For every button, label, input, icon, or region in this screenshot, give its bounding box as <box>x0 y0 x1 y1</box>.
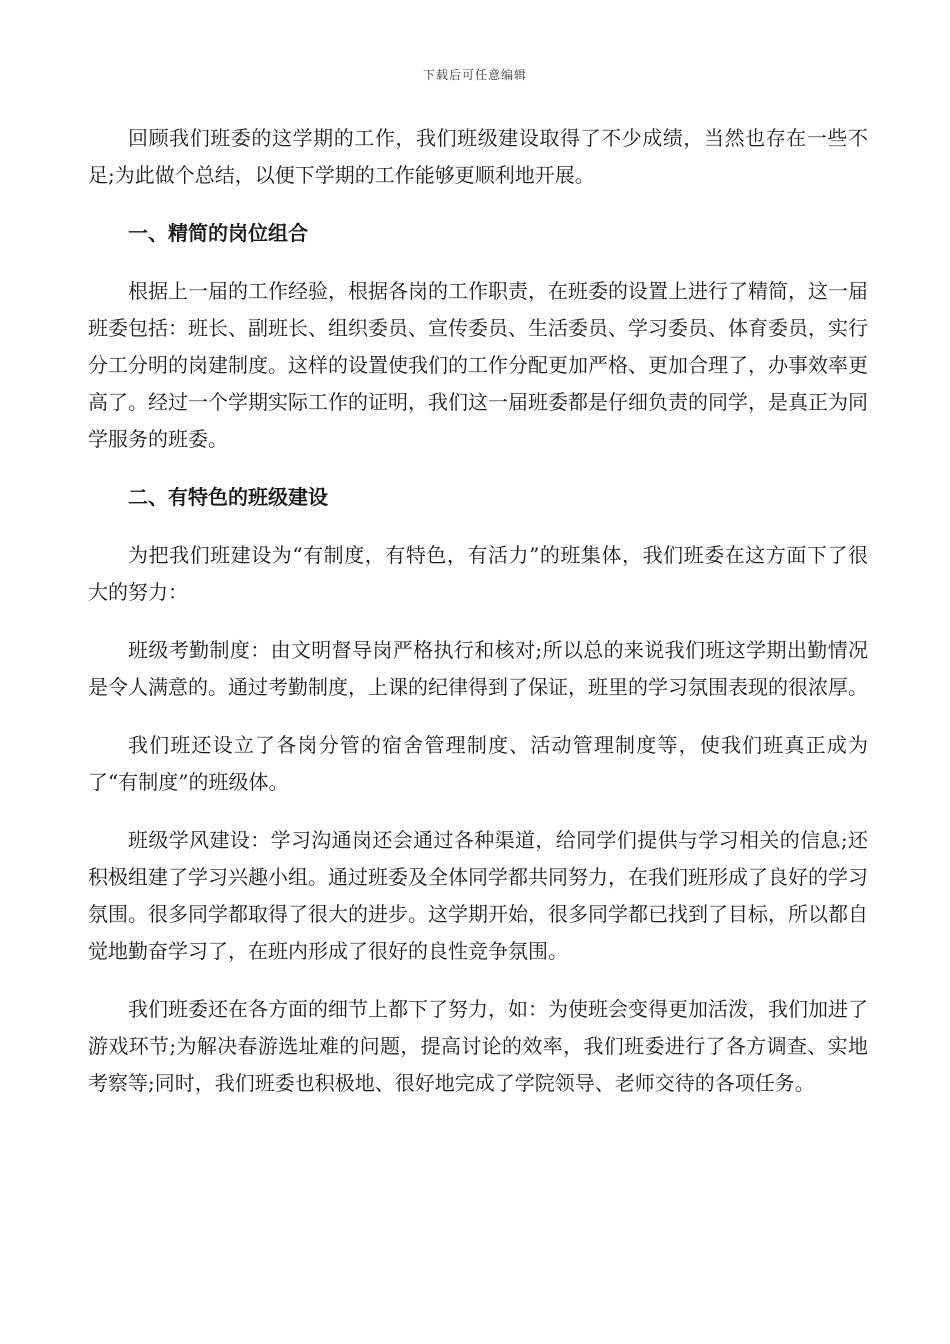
paragraph-details: 我们班委还在各方面的细节上都下了努力，如：为使班会变得更加活泼，我们加进了游戏环节;为解决春游选址难的问题，提高讨论的效率，我们班委进行了各方调查、实地考察等;同时，我们班委也积极地、很好地完成了学院领导、老师交待的各项任务。 <box>88 997 868 1095</box>
header-note: 下载后可任意编辑 <box>422 68 527 82</box>
section-heading-2: 二、有特色的班级建设 <box>128 485 328 509</box>
paragraph-study-style: 班级学风建设：学习沟通岗还会通过各种渠道，给同学们提供与学习相关的信息;还积极组建了学习兴趣小组。通过班委及全体同学都共同努力，在我们班形成了良好的学习氛围。很多同学都取得了很大的进步。这学期开始，很多同学都已找到了目标，所以都自觉地勤奋学习了，在班内形成了很好的良性竞争氛围。 <box>88 828 868 963</box>
paragraph-intro: 回顾我们班委的这学期的工作，我们班级建设取得了不少成绩，当然也存在一些不足;为此做个总结，以便下学期的工作能够更顺利地开展。 <box>88 126 868 187</box>
document-body <box>88 120 868 1123</box>
paragraph-management: 我们班还设立了各岗分管的宿舍管理制度、活动管理制度等，使我们班真正成为了“有制度”的班级体。 <box>88 733 868 794</box>
paragraph-positions: 根据上一届的工作经验，根据各岗的工作职责，在班委的设置上进行了精简，这一届班委包括：班长、副班长、组织委员、宣传委员、生活委员、学习委员、体育委员，实行分工分明的岗建制度。这样的设置使我们的工作分配更加严格、更加合理了，办事效率更高了。经过一个学期实际工作的证明，我们这一届班委都是仔细负责的同学，是真正为同学服务的班委。 <box>88 279 868 451</box>
paragraph-class-building: 为把我们班建设为“有制度，有特色，有活力”的班集体，我们班委在这方面下了很大的努力： <box>88 543 868 604</box>
section-heading-1: 一、精简的岗位组合 <box>128 221 308 245</box>
paragraph-attendance: 班级考勤制度：由文明督导岗严格执行和核对;所以总的来说我们班这学期出勤情况是令人满意的。通过考勤制度，上课的纪律得到了保证，班里的学习氛围表现的很浓厚。 <box>88 638 868 699</box>
